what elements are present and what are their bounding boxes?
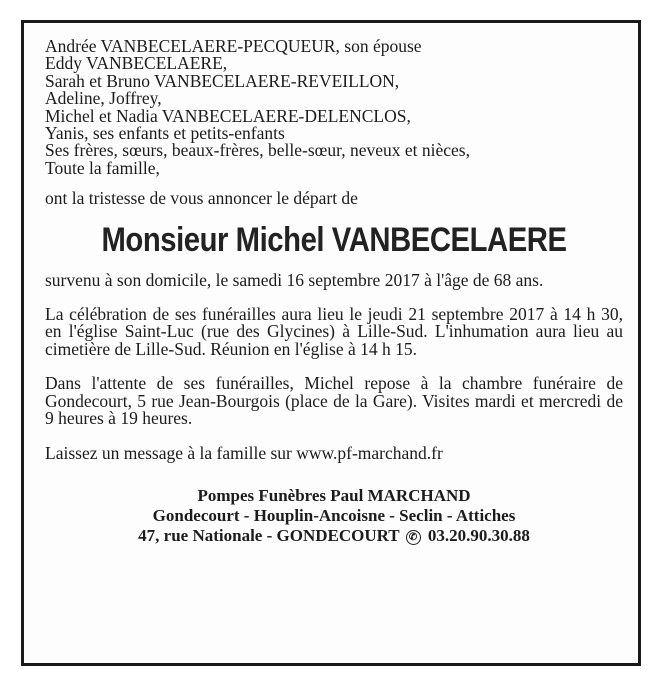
obituary-content	[45, 38, 623, 546]
family-line: Sarah et Bruno VANBECELAERE-REVEILLON,	[45, 70, 400, 91]
message-info-paragraph: Laissez un message à la famille sur www.pf-marchand.fr	[45, 442, 443, 463]
funeral-info-paragraph: La célébration de ses funérailles aura lieu le jeudi 21 septembre 2017 à 14 h 30, en l'église Saint-Luc (rue des Glycines) à Lille-Sud. L'inhumation aura lieu au cimetière de Lille-Sud. Réunion en l'église à 14 h 15.	[45, 304, 623, 359]
funeral-home-contact	[45, 526, 623, 546]
family-line: Yanis, ses enfants et petits-enfants	[45, 123, 285, 144]
funeral-home-locations: Gondecourt - Houplin-Ancoisne - Seclin - Attiches	[152, 505, 516, 525]
announcement-text: ont la tristesse de vous annoncer le départ de	[45, 188, 358, 209]
family-line: Andrée VANBECELAERE-PECQUEUR, son épouse	[45, 36, 422, 56]
phone-icon: ✆	[406, 530, 421, 545]
visitation-info-paragraph: Dans l'attente de ses funérailles, Michel repose à la chambre funéraire de Gondecourt, 5 rue Jean-Bourgois (place de la Gare). Visites mardi et mercredi de 9 heures à 19 heures.	[45, 373, 623, 429]
family-line: Toute la famille,	[45, 157, 160, 178]
funeral-home-phone: 03.20.90.30.88	[427, 525, 530, 545]
family-line: Adeline, Joffrey,	[45, 88, 162, 109]
funeral-home-footer	[45, 486, 623, 546]
funeral-home-name: Pompes Funèbres Paul MARCHAND	[197, 485, 471, 505]
death-info-paragraph: survenu à son domicile, le samedi 16 septembre 2017 à l'âge de 68 ans.	[45, 269, 544, 290]
family-line: Ses frères, sœurs, beaux-frères, belle-sœur, neveux et nièces,	[45, 140, 470, 161]
family-line: Michel et Nadia VANBECELAERE-DELENCLOS,	[45, 105, 411, 126]
family-list	[45, 38, 623, 177]
funeral-home-address: 47, rue Nationale - GONDECOURT	[138, 525, 400, 545]
family-line: Eddy VANBECELAERE,	[45, 53, 228, 74]
deceased-name: Monsieur Michel VANBECELAERE	[101, 220, 567, 259]
obituary-frame	[21, 20, 641, 666]
